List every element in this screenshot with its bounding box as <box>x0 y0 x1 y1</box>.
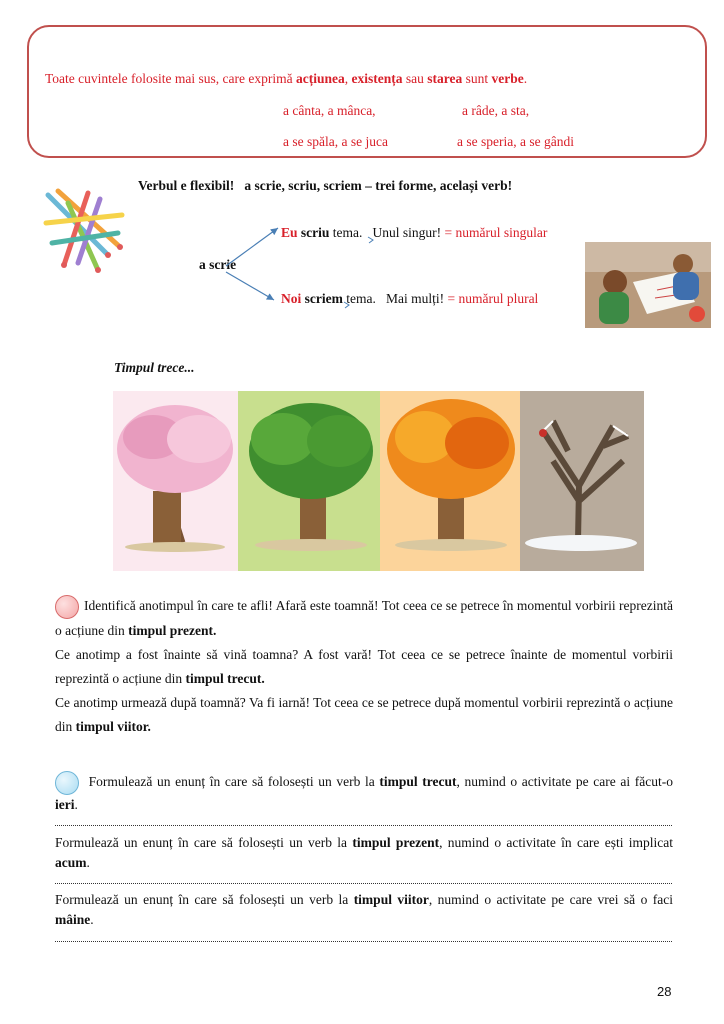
blue-circle-icon <box>55 771 79 795</box>
exercise-2-q3: Formulează un enunț în care să folosești un verb la timpul viitor, numind o activitate pe care vrei să o faci mâine. <box>55 892 673 927</box>
page-number: 28 <box>657 984 672 999</box>
example-verbs-4: a se speria, a se gândi <box>457 134 574 149</box>
answer-line-2[interactable] <box>55 883 672 884</box>
small-arrow-icon <box>343 301 351 309</box>
example-verbs-1: a cânta, a mânca, <box>283 103 376 118</box>
singular-example: Eu scriu tema. Unul singur! = numărul singular <box>281 225 548 240</box>
spring-tree <box>113 391 238 571</box>
summer-tree <box>238 391 380 571</box>
example-verbs-3: a se spăla, a se juca <box>283 134 388 149</box>
red-circle-icon <box>55 595 79 619</box>
definition-sentence: Toate cuvintele folosite mai sus, care exprimă acțiunea, existența sau starea sunt verbe. <box>45 71 528 86</box>
plural-example: Noi scriem tema. Mai mulți! = numărul plural <box>281 291 539 306</box>
example-verbs-2: a râde, a sta, <box>462 103 530 118</box>
pencils-illustration <box>38 185 130 277</box>
autumn-tree <box>380 391 520 571</box>
seasons-heading: Timpul trece... <box>114 360 195 375</box>
exercise-1: Identifică anotimpul în care te afli! Afară este toamnă! Tot ceea ce se petrece în momentul vorbirii reprezintă o acțiune din timpul prezent. Ce anotimp a fost înainte să vină toamna? A fost vară! Tot ceea ce se petrece înainte de momentul vorbirii reprezintă o acțiune din timpul trecut. Ce anotimp urmează după toamnă? Va fi iarnă! Tot ceea ce se petrece după momentul vorbirii reprezintă o acțiune din timpul viitor. <box>55 594 673 739</box>
seasons-illustration <box>113 391 644 571</box>
answer-line-1[interactable] <box>55 825 672 826</box>
winter-tree <box>520 391 644 571</box>
exercise-2-q1: Formulează un enunț în care să folosești un verb la timpul trecut, numind o activitate pe care ai făcut-o ieri. <box>55 771 673 815</box>
flexible-heading: Verbul e flexibil! a scrie, scriu, scriem – trei forme, același verb! <box>138 178 513 193</box>
root-verb: a scrie <box>199 257 237 272</box>
small-arrow-icon <box>367 236 375 244</box>
exercise-2-q2: Formulează un enunț în care să folosești un verb la timpul prezent, numind o activitate în care ești implicat acum. <box>55 835 673 870</box>
answer-line-3[interactable] <box>55 941 672 942</box>
children-writing-photo <box>585 242 711 328</box>
